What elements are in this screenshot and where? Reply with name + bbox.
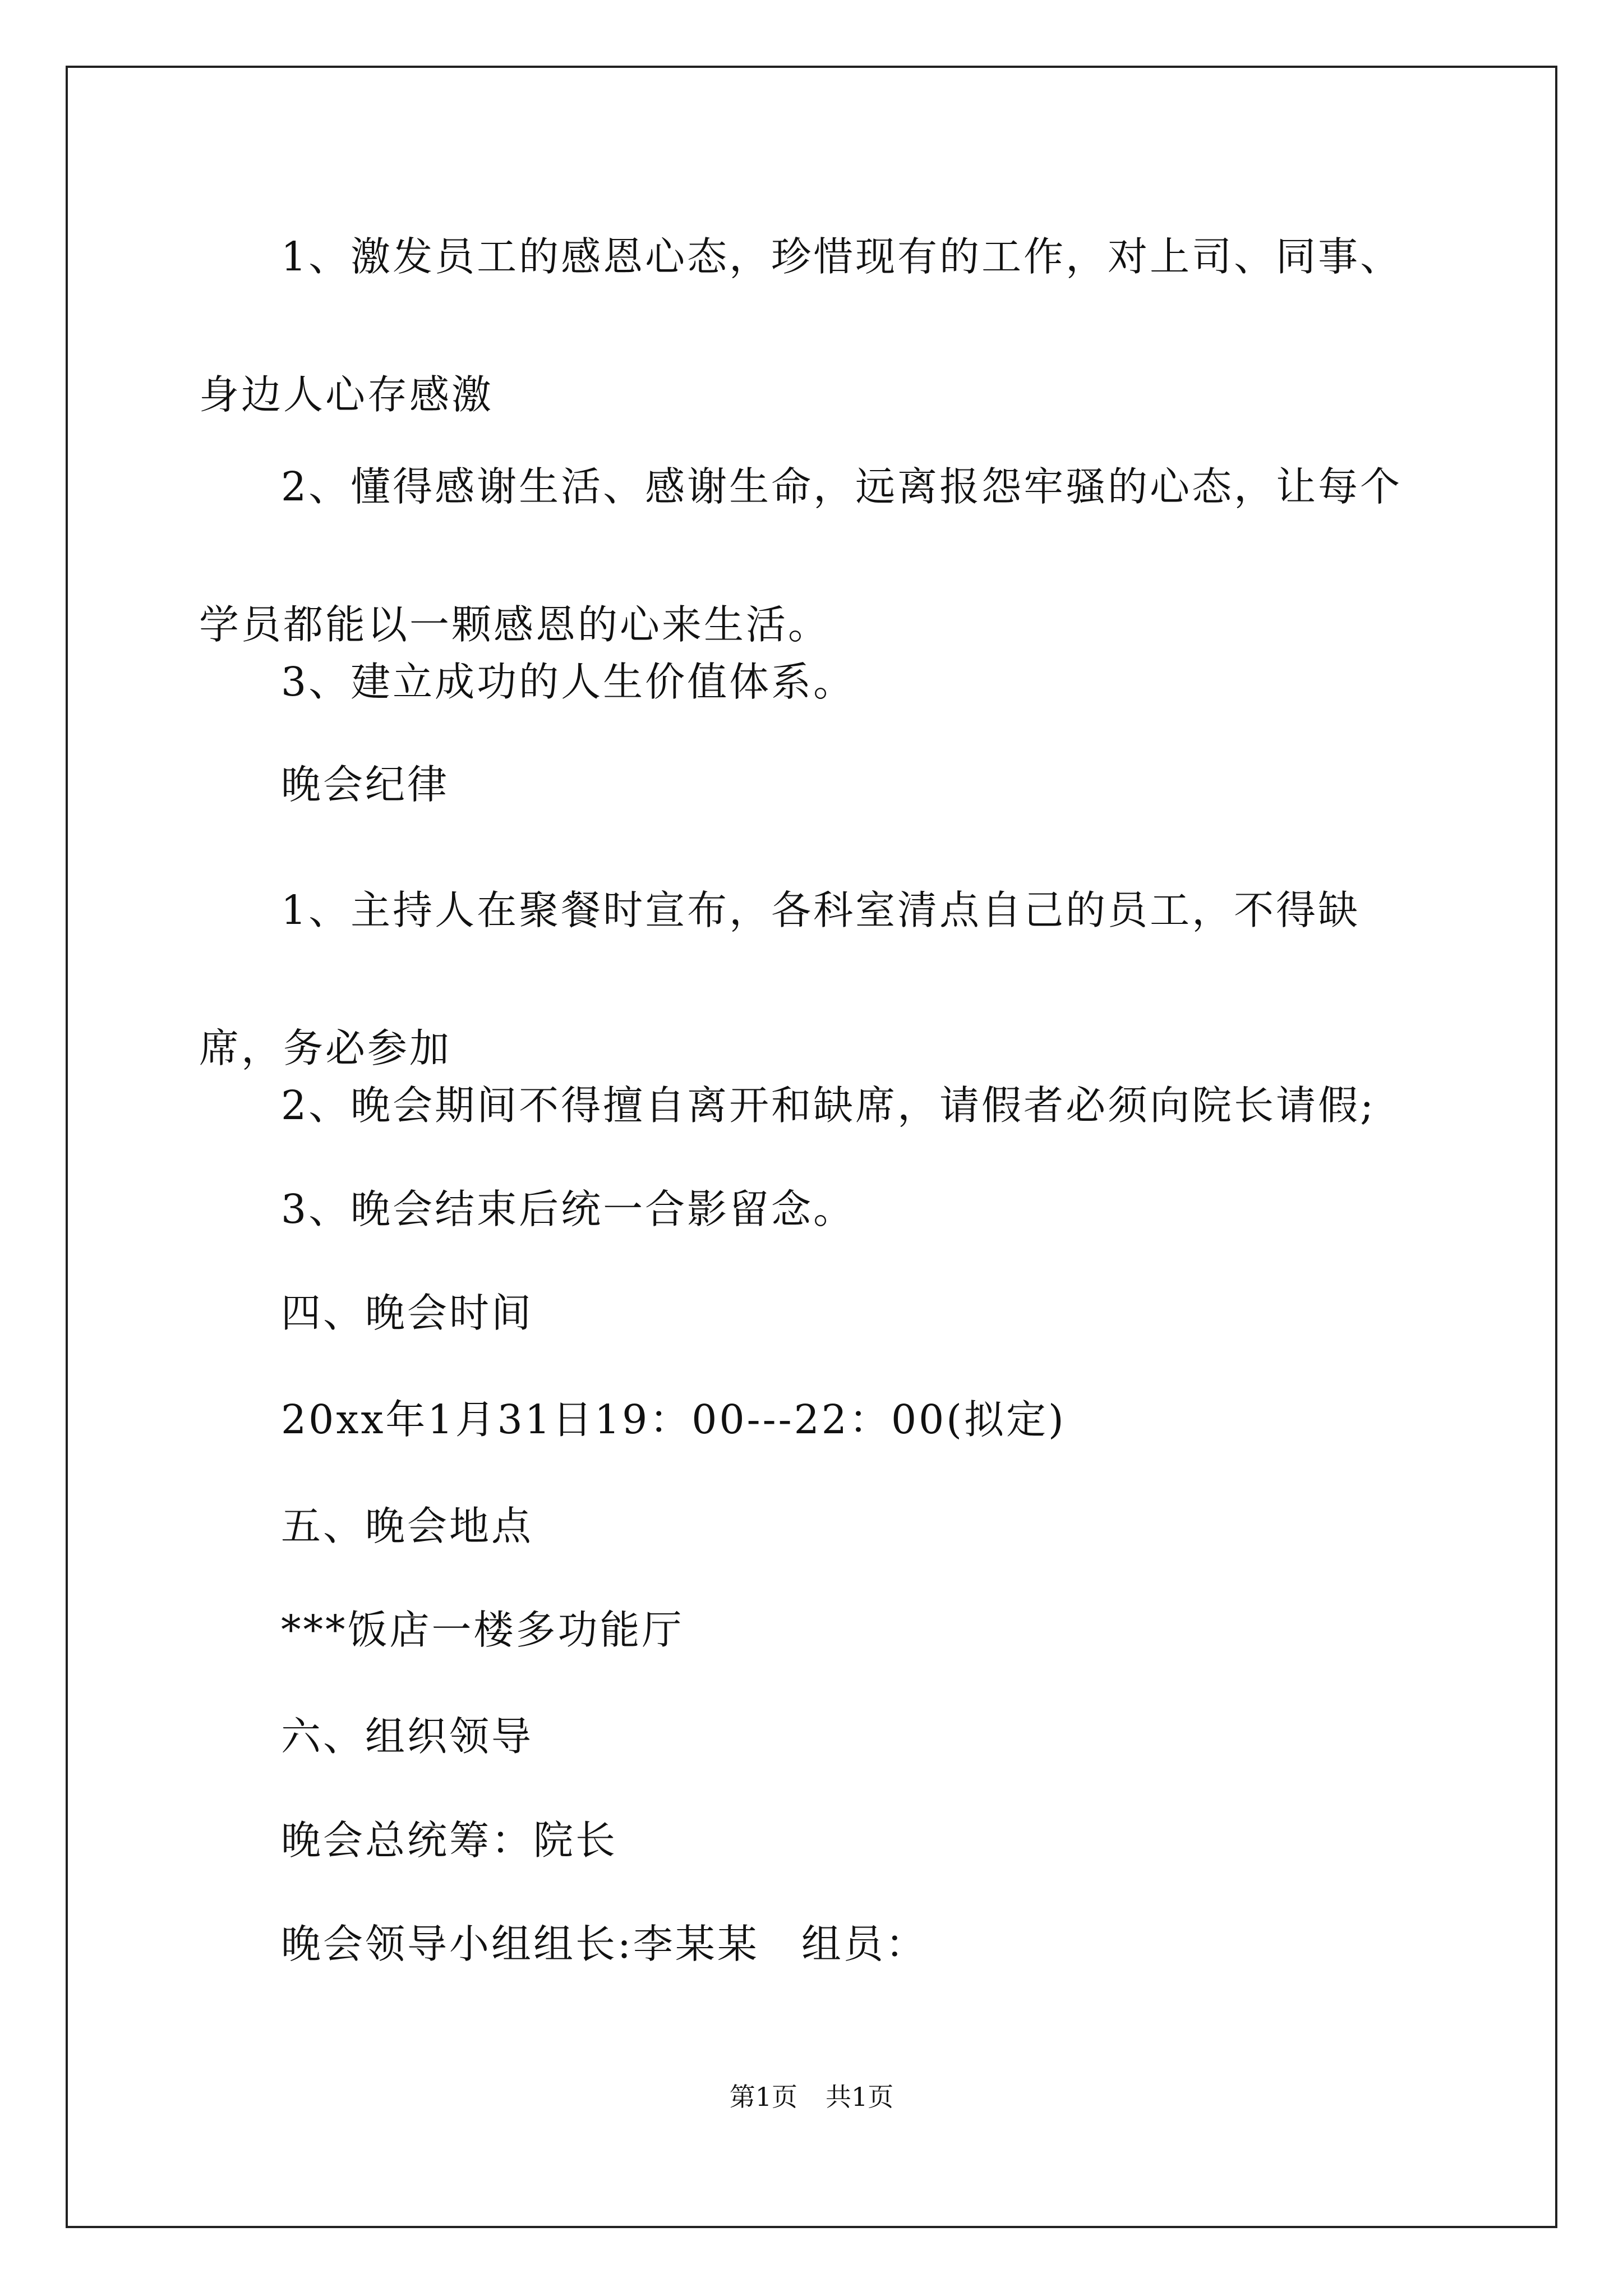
paragraph-goal-3: 3、建立成功的人生价值体系。 (281, 659, 856, 705)
page-number: 第1页 (729, 2082, 797, 2112)
paragraph-discipline-3: 3、晚会结束后统一合影留念。 (281, 1186, 856, 1232)
section-heading-time: 四、晚会时间 (281, 1290, 534, 1336)
section-heading-discipline: 晚会纪律 (281, 761, 450, 808)
paragraph-coordinator: 晚会总统筹：院长 (281, 1817, 618, 1864)
section-heading-organization: 六、组织领导 (281, 1713, 534, 1760)
paragraph-goal-2: 2、懂得感谢生活、感谢生命，远离报怨牢骚的心态，让每个学员都能以一颗感恩的心来生活。 (199, 463, 1403, 648)
paragraph-goal-1: 1、激发员工的感恩心态，珍惜现有的工作，对上司、同事、身边人心存感激 (199, 233, 1403, 418)
page-footer (0, 2084, 1623, 2110)
paragraph-time: 20xx年1月31日19：00---22：00(拟定) (281, 1396, 1066, 1443)
section-heading-location: 五、晚会地点 (281, 1503, 534, 1549)
paragraph-leadership-group: 晚会领导小组组长:李某某 组员： (281, 1921, 928, 1967)
paragraph-discipline-1: 1、主持人在聚餐时宣布，各科室清点自己的员工，不得缺席，务必参加 (199, 887, 1361, 1071)
paragraph-location: ***饭店一楼多功能厅 (281, 1607, 684, 1653)
paragraph-discipline-2: 2、晚会期间不得擅自离开和缺席，请假者必须向院长请假; (281, 1082, 1376, 1129)
page-total: 共1页 (826, 2082, 894, 2112)
